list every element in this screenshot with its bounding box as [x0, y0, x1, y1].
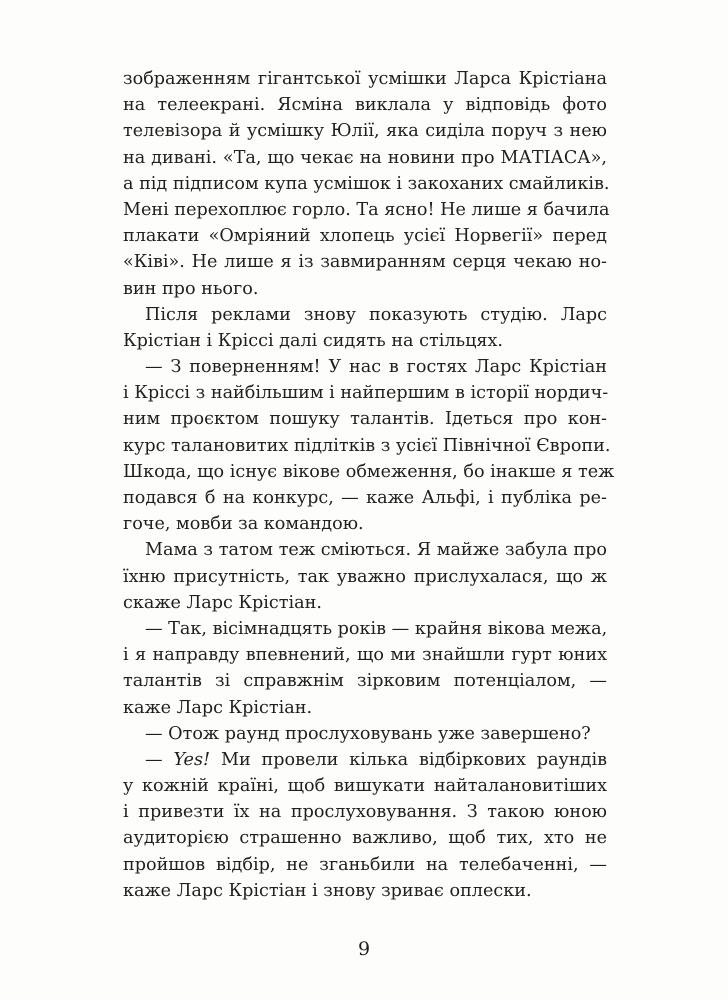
text-line: а під підписом купа усмішок і закоханих смайликів. [123, 173, 610, 194]
text-line: — Yes! Ми провели кілька відбіркових раундів [145, 749, 607, 770]
text-line: їхню присутність, так уважно прислухалася, що ж [123, 566, 607, 587]
text-line: — Так, вісімнадцять років — крайня вікова межа, [145, 618, 608, 639]
text-line: — Отож раунд прослуховувань уже завершено? [145, 723, 591, 744]
text-line: скаже Ларс Крістіан. [123, 592, 322, 613]
text-line: Після реклами знову показують студію. Ларс [145, 304, 607, 325]
text-line: і я направду впевнений, що ми знайшли гурт юних [123, 645, 607, 666]
text-line: телевізора й усмішку Юлії, яка сиділа поруч з нею [123, 121, 607, 142]
text-line: і привезти їх на прослуховування. З такою юною [123, 802, 607, 823]
text-line: гоче, мовби за командою. [123, 514, 364, 535]
body-text [123, 66, 615, 904]
page-number: 9 [357, 938, 371, 960]
text-line: Крістіан і Кріссі далі сидять на стільцях. [123, 330, 504, 351]
text-line: на телеекрані. Ясміна виклала у відповідь фото [123, 95, 607, 116]
text-line: пройшов відбір, не зганьбили на телебаченні, — [123, 854, 607, 875]
text-line: у кожній країні, щоб вишукати найталановитіших [123, 776, 607, 797]
text-line: Шкода, що існує вікове обмеження, бо інакше я теж [123, 461, 615, 482]
text-line: на дивані. «Та, що чекає на новини про МАТІАСА», [123, 147, 607, 168]
emphasis-word: Yes! [173, 749, 211, 770]
text-line: вин про нього. [123, 278, 259, 299]
text-line: плакати «Омріяний хлопець усієї Норвегії» перед [123, 226, 607, 247]
text-line: каже Ларс Крістіан. [123, 697, 313, 718]
text-line: Мені перехоплює горло. Та ясно! Не лише я бачила [123, 199, 610, 220]
text-line: Мама з татом теж сміються. Я майже забула про [145, 540, 607, 561]
text-line: аудиторією страшенно важливо, щоб тих, хто не [123, 828, 607, 849]
text-line: талантів зі справжнім зірковим потенціалом, — [123, 671, 607, 692]
text-line: і Кріссі з найбільшим і найпершим в історії нордич- [123, 383, 609, 404]
text-line: зображенням гігантської усмішки Ларса Крістіана [123, 69, 607, 89]
text-line: «Ківі». Не лише я із завмиранням серця чекаю но- [123, 252, 607, 273]
text-line: курс талановитих підлітків з усієї Північної Європи. [123, 435, 611, 456]
text-line: ним проєктом пошуку талантів. Ідеться про кон- [123, 409, 607, 430]
text-line: подався б на конкурс, — каже Альфі, і публіка ре- [123, 488, 607, 508]
text-line: каже Ларс Крістіан і знову зриває оплески. [123, 880, 532, 901]
text-line: — З поверненням! У нас в гостях Ларс Крістіан [145, 357, 607, 378]
